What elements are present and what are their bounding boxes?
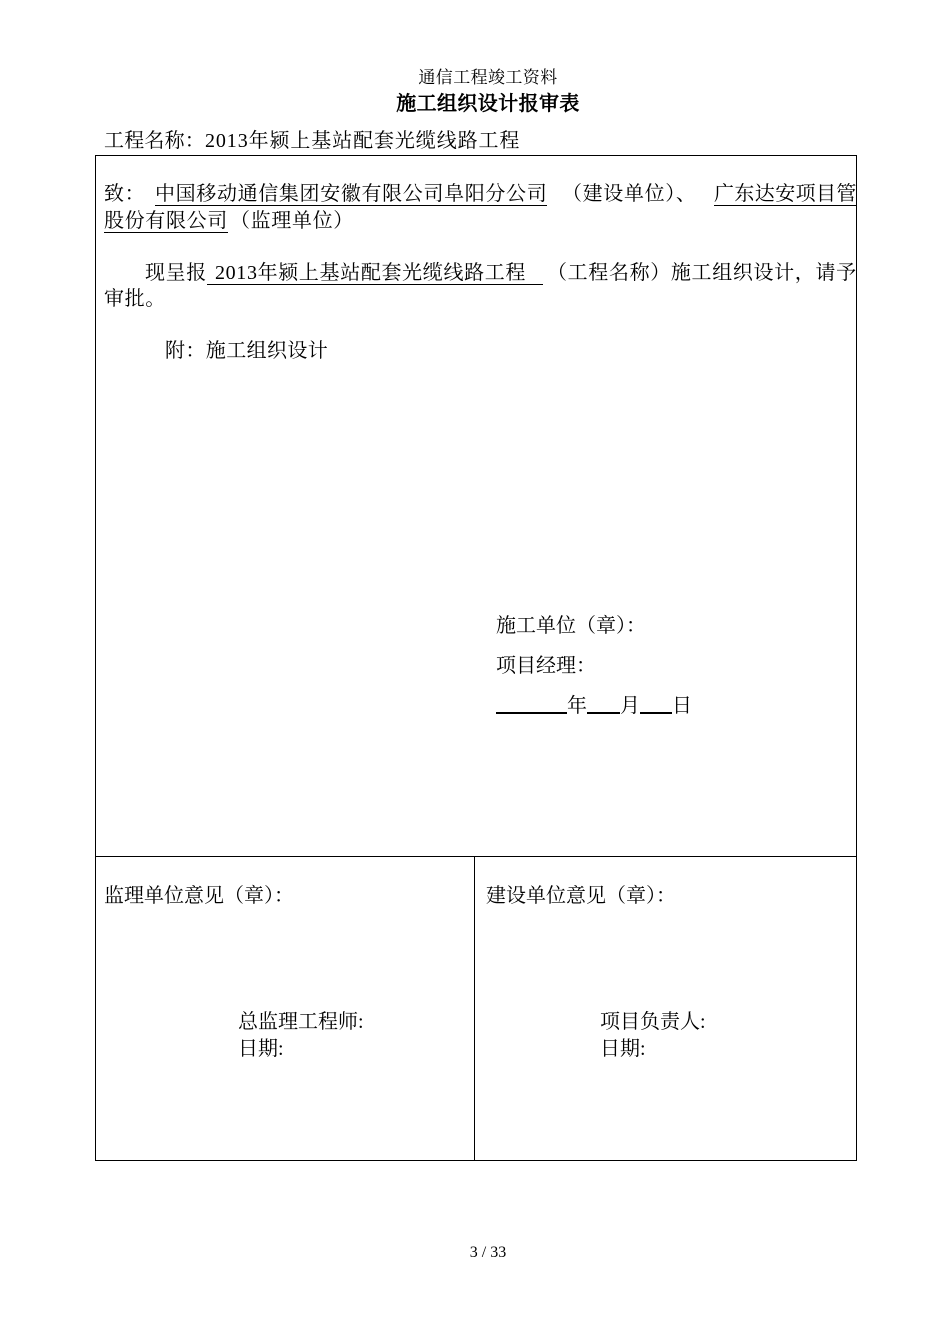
day-blank — [640, 712, 672, 714]
report-project-name: 2013年颍上基站配套光缆线路工程 — [207, 262, 543, 285]
form-table — [95, 155, 857, 1161]
attachment-note: 附：施工组织设计 — [165, 340, 329, 362]
report-suffix-continuation: 审批。 — [104, 288, 166, 310]
owner-date-label: 日期: — [600, 1038, 646, 1060]
year-label: 年 — [567, 695, 587, 717]
supervision-unit-name-part2: 股份有限公司 — [104, 210, 228, 232]
to-label: 致： — [104, 183, 146, 205]
supervisor-date-label: 日期: — [238, 1038, 284, 1060]
day-label: 日 — [672, 695, 692, 717]
chief-supervisor-label: 总监理工程师: — [238, 1011, 364, 1033]
table-section-divider — [95, 856, 857, 857]
report-suffix: （工程名称）施工组织设计，请予 — [547, 262, 857, 284]
contractor-date-line — [496, 693, 692, 719]
construction-unit-role: （建设单位）、 — [562, 183, 697, 205]
page-number: 3 / 33 — [469, 1244, 507, 1261]
project-lead-label: 项目负责人: — [600, 1011, 706, 1033]
contractor-seal-label: 施工单位（章）： — [496, 615, 646, 637]
project-name-value: 2013年颍上基站配套光缆线路工程 — [205, 130, 521, 152]
month-blank — [587, 712, 620, 714]
project-name-label: 工程名称： — [104, 130, 205, 152]
opinion-column-divider — [474, 857, 475, 1161]
running-header: 通信工程竣工资料 — [418, 68, 558, 87]
supervisor-opinion-title: 监理单位意见（章）： — [104, 885, 294, 907]
month-label: 月 — [620, 695, 640, 717]
supervision-unit-role: （监理单位） — [230, 210, 354, 232]
project-manager-label: 项目经理： — [496, 655, 596, 677]
form-title: 施工组织设计报审表 — [396, 93, 580, 115]
construction-unit-name: 中国移动通信集团安徽有限公司阜阳分公司 — [155, 183, 548, 205]
report-prefix: 现呈报 — [145, 262, 207, 284]
supervision-unit-name-part1: 广东达安项目管 — [714, 183, 857, 205]
owner-opinion-title: 建设单位意见（章）： — [486, 885, 676, 907]
project-name-line — [104, 128, 520, 154]
year-blank — [496, 712, 567, 714]
